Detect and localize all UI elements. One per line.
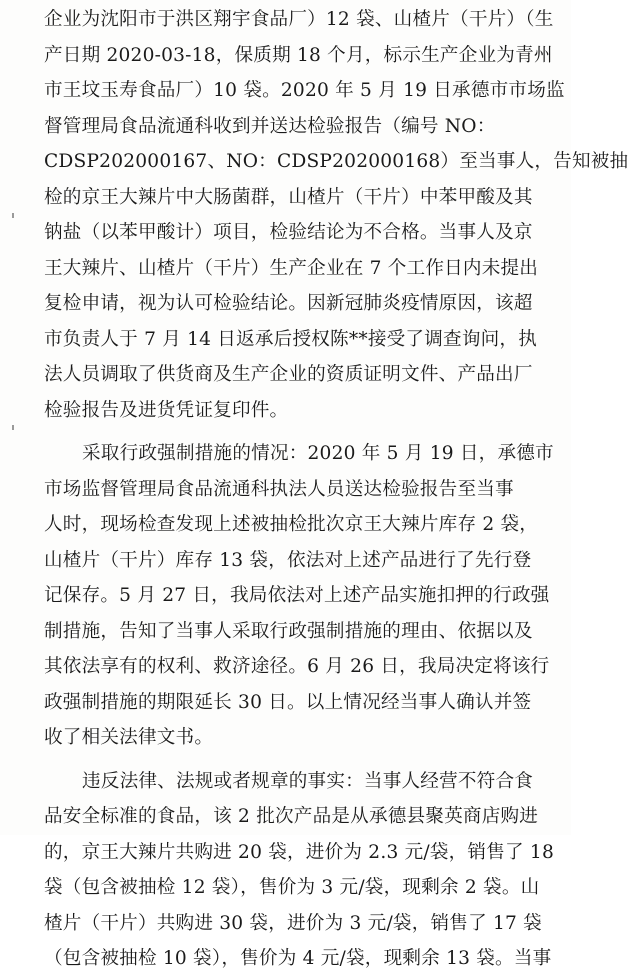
text-line: 品安全标准的食品，该 2 批次产品是从承德县聚英商店购进 (44, 806, 539, 827)
text-line: 企业为沈阳市于洪区翔宇食品厂）12 袋、山楂片（干片）（生 (44, 9, 554, 30)
scan-margin-mark (12, 213, 14, 218)
text-line: 王大辣片、山楂片（干片）生产企业在 7 个工作日内未提出 (44, 257, 539, 279)
scan-margin-mark (12, 425, 14, 430)
text-line: 山楂片（干片）库存 13 袋，依法对上述产品进行了先行登 (44, 549, 532, 571)
body-text (44, 2, 628, 977)
text-line: 钠盐（以苯甲酸计）项目，检验结论为不合格。当事人及京 (44, 222, 533, 243)
text-line: 楂片（干片）共购进 30 袋，进价为 3 元/袋，销售了 17 袋 (44, 912, 542, 934)
text-line: 人时，现场检查发现上述被抽检批次京王大辣片库存 2 袋， (44, 514, 539, 535)
text-line: 的，京王大辣片共购进 20 袋，进价为 2.3 元/袋，销售了 18 (44, 841, 554, 863)
text-line: 收了相关法律文书。 (44, 727, 214, 748)
text-line: 产日期 2020-03-18，保质期 18 个月，标示生产企业为青州 (44, 44, 553, 66)
text-line: 检的京王大辣片中大肠菌群，山楂片（干片）中苯甲酸及其 (44, 186, 533, 208)
text-line: 袋（包含被抽检 12 袋），售价为 3 元/袋，现剩余 2 袋。山 (44, 877, 540, 898)
text-line: 检验报告及进货凭证复印件。 (44, 399, 289, 421)
text-line: 督管理局食品流通科收到并送达检验报告（编号 NO： (44, 115, 496, 137)
text-line: 市场监督管理局食品流通科执法人员送达检验报告至当事 (44, 478, 514, 500)
text-line: 市负责人于 7 月 14 日返承后授权陈**接受了调查询问，执 (44, 328, 537, 350)
text-line: 制措施，告知了当事人采取行政强制措施的理由、依据以及 (44, 620, 533, 642)
text-line: 其依法享有的权利、救济途径。6 月 26 日，我局决定将该行 (44, 656, 550, 677)
text-line: CDSP202000167、NO：CDSP202000168）至当事人，告知被抽 (44, 151, 628, 172)
text-line: 违反法律、法规或者规章的事实：当事人经营不符合食 (82, 770, 534, 792)
text-line: 市王坟玉寿食品厂）10 袋。2020 年 5 月 19 日承德市市场监 (44, 80, 565, 101)
text-line: 复检申请，视为认可检验结论。因新冠肺炎疫情原因，该超 (44, 293, 533, 314)
text-line: （包含被抽检 10 袋），售价为 4 元/袋，现剩余 13 袋。当事 (44, 948, 552, 969)
paragraph-gap (44, 756, 559, 764)
text-line: 采取行政强制措施的情况：2020 年 5 月 19 日，承德市 (82, 443, 554, 464)
text-line: 记保存。5 月 27 日，我局依法对上述产品实施扣押的行政强 (44, 585, 550, 606)
text-line: 法人员调取了供货商及生产企业的资质证明文件、产品出厂 (44, 364, 533, 385)
paragraph-gap (44, 428, 559, 436)
text-line: 政强制措施的期限延长 30 日。以上情况经当事人确认并签 (44, 691, 532, 713)
